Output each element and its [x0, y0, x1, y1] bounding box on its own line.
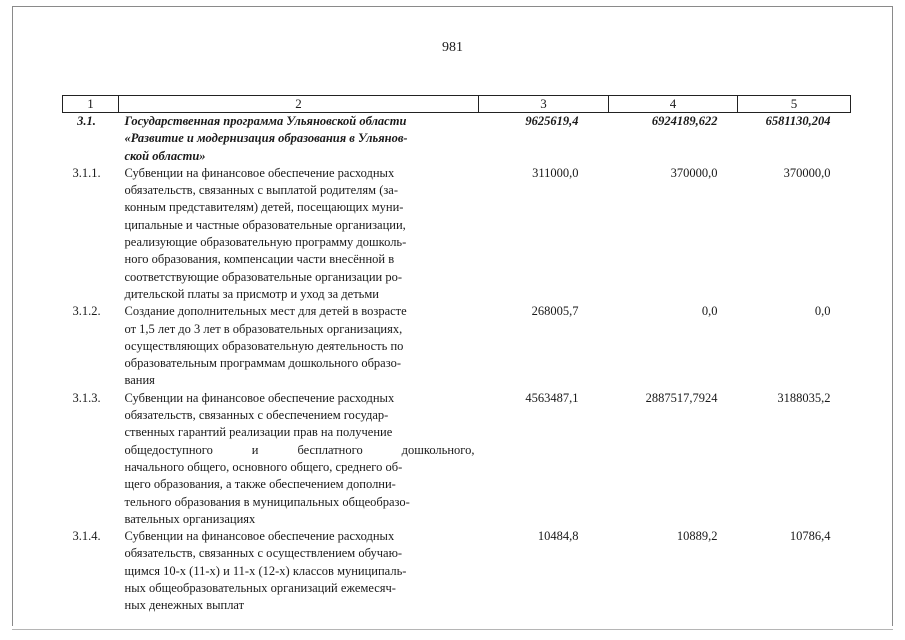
- row-description: [119, 303, 479, 389]
- row-text-line: конным представителям) детей, посещающих муни-: [124, 200, 404, 215]
- row-value-col5: 3188035,2: [777, 390, 831, 405]
- page-number: 981: [442, 40, 463, 55]
- row-text-line: ципальные и частные образовательные организации,: [124, 217, 406, 232]
- program-title: [119, 113, 479, 165]
- scan-frame-right: [892, 6, 893, 626]
- row-text-line: обязательств, связанных с выплатой родителям (за-: [124, 183, 399, 198]
- row-text-line: Субвенции на финансовое обеспечение расходных: [124, 165, 395, 180]
- row-description: [119, 165, 479, 303]
- row-text-line: щего образования, а также обеспечением дополни-: [124, 477, 396, 492]
- row-text-line: обязательств, связанных с обеспечением государ-: [124, 408, 389, 423]
- row-text-line: Создание дополнительных мест для детей в возрасте: [124, 304, 407, 319]
- row-value-col4: 370000,0: [670, 165, 718, 180]
- row-value-col5: 370000,0: [783, 165, 831, 180]
- row-text-line: вательных организациях: [124, 511, 256, 526]
- row-text-line: обязательств, связанных с осуществлением обучаю-: [124, 546, 403, 561]
- program-row: [63, 113, 851, 165]
- row-text-line: Субвенции на финансовое обеспечение расходных: [124, 390, 395, 405]
- row-text-line: ственных гарантий реализации прав на получение: [124, 425, 393, 440]
- program-value-col4: 6924189,622: [651, 114, 718, 128]
- program-title-line: ской области»: [124, 148, 206, 163]
- header-col-1: 1: [63, 96, 119, 113]
- scan-frame-left: [12, 6, 13, 626]
- budget-table: [62, 95, 851, 615]
- program-title-line: Государственная программа Ульяновской области: [124, 114, 407, 128]
- row-number: 3.1.4.: [72, 529, 101, 544]
- row-text-line: ных денежных выплат: [124, 598, 245, 613]
- program-value-col5: 6581130,204: [765, 114, 831, 128]
- row-text-line: соответствующие образовательные организации ро-: [124, 269, 402, 284]
- row-text-line: от 1,5 лет до 3 лет в образовательных организациях,: [124, 321, 403, 336]
- row-text-line: образовательным программам дошкольного образо-: [124, 356, 402, 371]
- header-col-3: 3: [479, 96, 609, 113]
- row-value-col5: 0,0: [814, 304, 831, 319]
- program-number: 3.1.: [77, 114, 96, 128]
- row-text-line: общедоступного и бесплатного дошкольного,: [124, 442, 475, 457]
- row-number: 3.1.3.: [72, 390, 101, 405]
- header-col-4: 4: [609, 96, 738, 113]
- row-value-col3: 4563487,1: [525, 390, 579, 405]
- row-text-line: ных общеобразовательных организаций ежемесяч-: [124, 581, 396, 596]
- row-description: [119, 390, 479, 528]
- row-value-col4: 2887517,7924: [645, 390, 718, 405]
- row-number: 3.1.2.: [72, 304, 101, 319]
- row-value-col3: 311000,0: [532, 165, 579, 180]
- row-text-line: вания: [124, 373, 155, 388]
- column-number-header: [63, 96, 851, 113]
- row-value-col4: 10889,2: [676, 529, 718, 544]
- row-value-col4: 0,0: [701, 304, 718, 319]
- row-text-line: тельного образования в муниципальных общеобразо-: [124, 494, 410, 509]
- table-row: [63, 165, 851, 303]
- row-text-line: дительской платы за присмотр и уход за детьми: [124, 286, 379, 301]
- row-value-col3: 268005,7: [531, 304, 579, 319]
- row-text-line: Субвенции на финансовое обеспечение расходных: [124, 529, 395, 544]
- row-text-line: начального общего, основного общего, среднего об-: [124, 459, 403, 474]
- table-row: [63, 390, 851, 528]
- row-text-line: ного образования, компенсации части внесённой в: [124, 252, 395, 267]
- row-text-line: осуществляющих образовательную деятельность по: [124, 338, 404, 353]
- program-value-col3: 9625619,4: [525, 114, 579, 128]
- row-text-line: щимся 10-х (11-х) и 11-х (12-х) классов муниципаль-: [124, 563, 407, 578]
- row-number: 3.1.1.: [72, 165, 101, 180]
- table-row: [63, 528, 851, 614]
- header-col-2: 2: [119, 96, 479, 113]
- row-description: [119, 528, 479, 614]
- scan-frame-top: [12, 6, 893, 7]
- header-col-5: 5: [738, 96, 851, 113]
- scan-frame-bottom: [12, 629, 893, 630]
- row-value-col5: 10786,4: [789, 529, 831, 544]
- program-title-line: «Развитие и модернизация образования в Ульянов-: [124, 131, 408, 146]
- row-value-col3: 10484,8: [537, 529, 579, 544]
- row-text-line: реализующие образовательную программу дошколь-: [124, 235, 407, 250]
- table-row: [63, 303, 851, 389]
